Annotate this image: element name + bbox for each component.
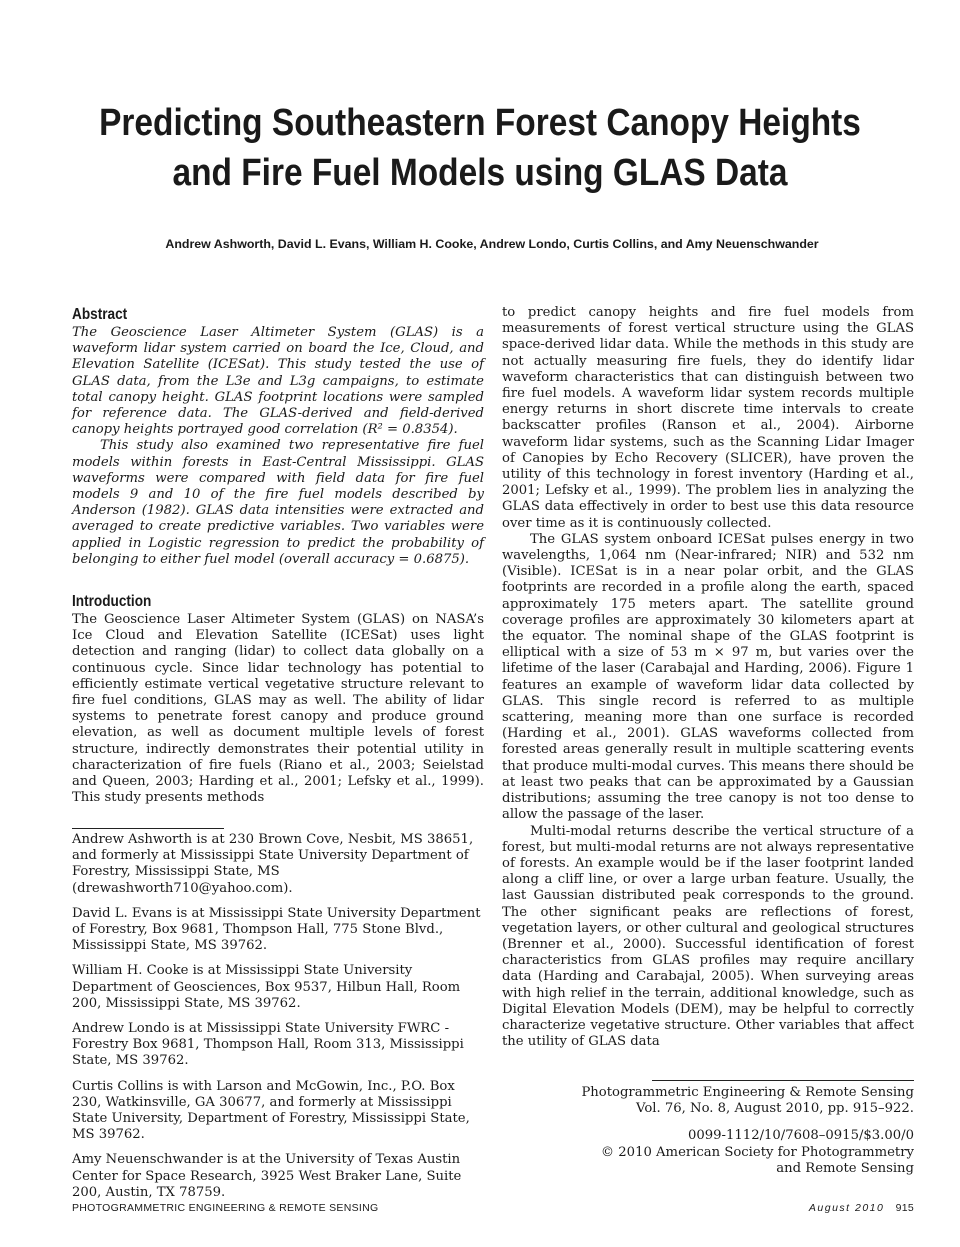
- body-paragraph-2: The GLAS system onboard ICESat pulses energy in two wavelengths, 1,064 nm (Near-infrared; NIR) and 532 nm (Visible). ICESat is in a near polar orbit, and the GLAS footprints are recorded in a profile along the earth, spaced approximately 175 meters apart. The satellite ground coverage profiles are approximately 30 kilometers apart at the equator. The nominal shape of the GLAS footprint is elliptical with a size of 53 m × 97 m, but varies over the lifetime of the laser (Carabajal and Harding, 2006). Figure 1 features an example of waveform lidar data collected by GLAS. This single record is referred to as multiple scattering, meaning more than one surface is recorded (Harding et al., 2001). GLAS waveforms collected from forested areas generally result in multiple scattering events that produce multi-modal curves. This means there should be at least two peaks that can be approximated by a Gaussian distributions; assuming the tree canopy is not too dense to allow the passage of the laser.: [502, 531, 914, 823]
- affiliation-cooke: William H. Cooke is at Mississippi State University Department of Geosciences, Box 9537, Hilbun Hall, Room 200, Mississippi State, MS 39762.: [72, 963, 461, 1011]
- article-code: 0099-1112/10/7608–0915/$3.00/0: [688, 1128, 914, 1144]
- abstract-section: [72, 305, 484, 568]
- right-column-body: [502, 305, 914, 1050]
- publication-info: [502, 1085, 914, 1177]
- affiliation-ashworth: Andrew Ashworth is at 230 Brown Cove, Nesbit, MS 38651, and formerly at Mississippi State University Department of Forestry, Mississippi State, MS (drewashworth710@yahoo.com).: [72, 832, 474, 896]
- title-line-2: and Fire Fuel Models using GLAS Data: [172, 152, 788, 194]
- abstract-paragraph-2: This study also examined two representative fire fuel models within forests in East-Central Mississippi. GLAS waveforms were compared with field data for fire fuel models 9 and 10 of the fire fuel models described by Anderson (1982). GLAS data intensities were extracted and averaged to create predictive variables. Two variables were applied in Logistic regression to predict the probability of belonging to either fuel model (overall accuracy = 0.6875).: [72, 438, 484, 567]
- affiliation-collins: Curtis Collins is with Larson and McGowin, Inc., P.O. Box 230, Watkinsville, GA 30677, and formerly at Mississippi State University, Department of Forestry, Mississippi State, MS 39762.: [72, 1078, 470, 1143]
- author-affiliations: [72, 832, 484, 1210]
- copyright-line-2: and Remote Sensing: [776, 1160, 914, 1176]
- footnote-divider: [72, 828, 224, 829]
- footer-month: August 2010: [808, 1202, 885, 1214]
- affiliation-londo: Andrew Londo is at Mississippi State University FWRC - Forestry Box 9681, Thompson Hall, Room 313, Mississippi State, MS 39762.: [72, 1021, 464, 1069]
- paper-title: [93, 98, 867, 198]
- title-line-1: Predicting Southeastern Forest Canopy Heights: [99, 102, 861, 144]
- copyright-line-1: © 2010 American Society for Photogrammetry: [600, 1144, 914, 1160]
- affiliation-evans: David L. Evans is at Mississippi State University Department of Forestry, Box 9681, Thompson Hall, 775 Stone Blvd., Mississippi State, MS 39762.: [72, 905, 481, 954]
- publication-divider: [652, 1080, 914, 1081]
- introduction-paragraph-1: The Geoscience Laser Altimeter System (GLAS) on NASA’s Ice Cloud and Elevation Satellite (ICESat) uses light detection and ranging (lidar) to collect data globally on a continuous cycle. Since lidar technology has potential to efficiently estimate vertical vegetative structure relevant to fire fuel conditions, GLAS may as well. The ability of lidar systems to penetrate forest canopy and produce ground elevation, as well as document multiple levels of forest structure, indirectly demonstrates their potential utility in characterization of fire fuels (Riano et al., 2003; Seielstad and Queen, 2003; Harding et al., 2001; Lefsky et al., 1999). This study presents methods: [72, 612, 484, 806]
- volume-info: Vol. 76, No. 8, August 2010, pp. 915–922.: [636, 1101, 914, 1117]
- abstract-heading: Abstract: [72, 306, 128, 323]
- body-paragraph-3: Multi-modal returns describe the vertical structure of a forest, but multi-modal returns are not always representative of forests. An example would be if the laser footprint landed along a cliff line, or over a large urban feature. Usually, the last Gaussian distributed peak corresponds to the ground. The other significant peaks are reflections of forest, vegetation layers, or other cultural and geological structures (Brenner et al., 2000). Successful identification of forest characteristics from GLAS profiles may require ancillary data (Harding and Carabajal, 2005). When surveying areas with high relief in the terrain, additional knowledge, such as Digital Elevation Models (DEM), may be helpful to correctly characterize vegetative structure. Other variables that affect the utility of GLAS data: [502, 823, 914, 1050]
- footer-journal: PHOTOGRAMMETRIC ENGINEERING & REMOTE SENSING: [72, 1202, 379, 1214]
- affiliation-neuenschwander: Amy Neuenschwander is at the University of Texas Austin Center for Space Research, 3925 West Braker Lane, Suite 200, Austin, TX 78759.: [72, 1152, 462, 1200]
- author-list: Andrew Ashworth, David L. Evans, William H. Cooke, Andrew Londo, Curtis Collins, and Amy Neuenschwander: [165, 237, 819, 251]
- page-number: 915: [895, 1202, 914, 1214]
- page-footer: [72, 1202, 914, 1214]
- abstract-paragraph-1: The Geoscience Laser Altimeter System (GLAS) is a waveform lidar system carried on board the Ice, Cloud, and Elevation Satellite (ICESat). This study tested the use of GLAS data, from the L3e and L3g campaigns, to estimate total canopy height. GLAS footprint locations were sampled for reference data. The GLAS-derived and field-derived canopy heights portrayed good correlation (R² = 0.8354).: [72, 325, 484, 438]
- introduction-heading: Introduction: [72, 593, 152, 610]
- introduction-section: [72, 592, 484, 806]
- journal-name: Photogrammetric Engineering & Remote Sensing: [581, 1085, 914, 1100]
- body-paragraph-1: to predict canopy heights and fire fuel models from measurements of forest vertical structure using the GLAS space-derived lidar data. While the methods in this study are not actually measuring fire fuels, they do identify lidar waveform characteristics that can distinguish between two fire fuel models. A waveform lidar system records multiple energy returns in short discrete time intervals to create backscatter profiles (Ranson et al., 2004). Airborne waveform lidar systems, such as the Scanning Lidar Imager of Canopies by Echo Recovery (SLICER), have proven the utility of this technology in forest inventory (Harding et al., 2001; Lefsky et al., 1999). The problem lies in analyzing the GLAS data effectively in order to best use this data resource over time as it is continuously collected.: [502, 305, 914, 531]
